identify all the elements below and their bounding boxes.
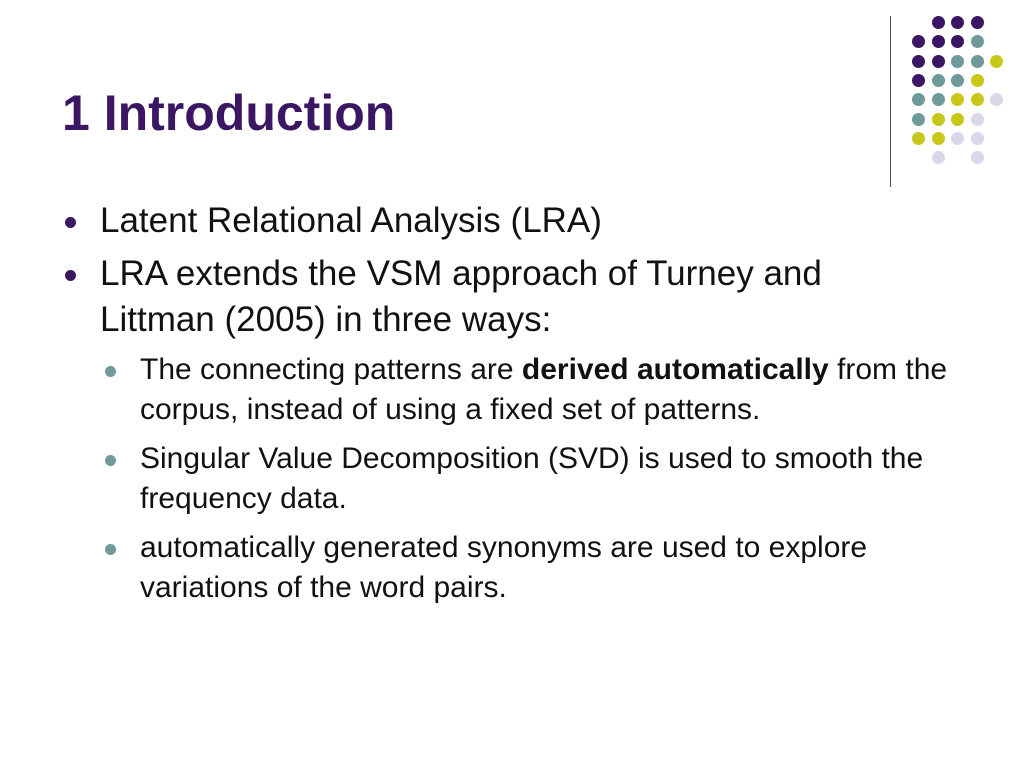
bullet-text: LRA extends the VSM approach of Turney and Littman (2005) in three ways: — [100, 254, 822, 339]
decorative-dot — [932, 93, 945, 106]
decorative-dot — [971, 16, 984, 29]
decorative-dot — [932, 132, 945, 145]
sub-bullet-marker-icon — [105, 366, 116, 377]
decorative-dot — [971, 35, 984, 48]
decorative-dot — [971, 132, 984, 145]
decorative-dot — [990, 93, 1003, 106]
decorative-dot — [932, 55, 945, 68]
decorative-dot — [932, 35, 945, 48]
decorative-dot — [971, 74, 984, 87]
sub-bullet-list — [0, 350, 1024, 608]
decorative-dot — [990, 55, 1003, 68]
slide-title: 1 Introduction — [62, 85, 396, 141]
bullet-item — [100, 251, 920, 343]
decorative-dot — [951, 35, 964, 48]
decorative-dot — [932, 113, 945, 126]
sub-bullet-text-before: The connecting patterns are — [140, 353, 522, 386]
sub-bullet-text: automatically generated synonyms are used to explore variations of the word pairs. — [140, 531, 868, 604]
sub-bullet-text-after: from the corpus, instead of using a fixed set of patterns. — [140, 353, 948, 426]
decorative-dot — [971, 113, 984, 126]
bullet-item — [100, 198, 920, 244]
decorative-dot — [912, 35, 925, 48]
sub-bullet-item — [140, 528, 970, 608]
sub-bullet-bold-text: derived automatically — [521, 353, 829, 386]
decorative-dot — [971, 55, 984, 68]
title-divider-line — [890, 16, 891, 187]
decorative-dot — [912, 93, 925, 106]
sub-bullet-item — [140, 439, 970, 519]
decorative-dot — [932, 74, 945, 87]
sub-bullet-item — [140, 350, 970, 430]
decorative-dot — [932, 151, 945, 164]
bullet-marker-icon — [65, 217, 76, 228]
decorative-dot — [951, 113, 964, 126]
bullet-list — [0, 198, 1024, 617]
decorative-dot — [951, 93, 964, 106]
decorative-dot — [951, 74, 964, 87]
sub-bullet-text: Singular Value Decomposition (SVD) is used to smooth the frequency data. — [140, 442, 924, 515]
decorative-dot — [912, 132, 925, 145]
decorative-dot — [912, 55, 925, 68]
sub-bullet-marker-icon — [105, 455, 116, 466]
bullet-text: Latent Relational Analysis (LRA) — [100, 201, 602, 240]
decorative-dot — [971, 93, 984, 106]
decorative-dot — [912, 113, 925, 126]
decorative-dot — [971, 151, 984, 164]
decorative-dot — [932, 16, 945, 29]
decorative-dot — [951, 16, 964, 29]
bullet-marker-icon — [65, 270, 76, 281]
decorative-dot — [912, 74, 925, 87]
decorative-dot — [951, 55, 964, 68]
decorative-dot — [951, 132, 964, 145]
sub-bullet-marker-icon — [105, 544, 116, 555]
